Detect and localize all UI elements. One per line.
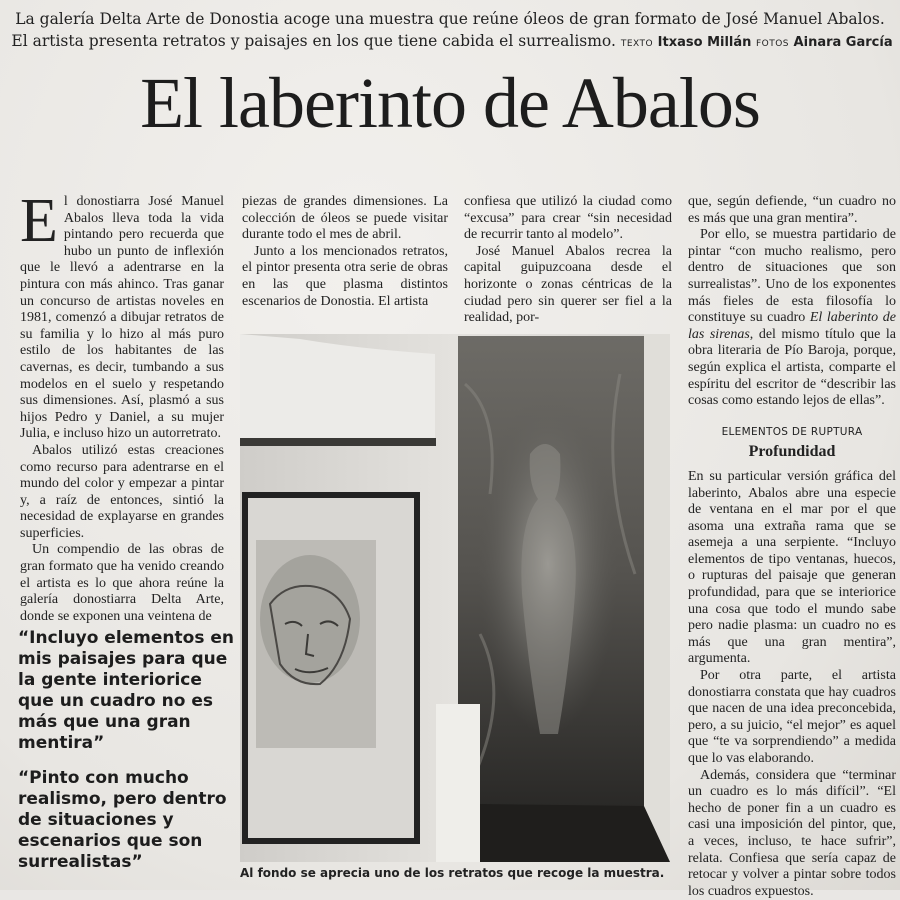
standfirst-line-2 [0, 30, 900, 55]
headline: El laberinto de Abalos [140, 63, 760, 143]
drop-cap: E [20, 187, 58, 255]
article-column-1 [20, 187, 224, 625]
paragraph-11: Por otra parte, el artista donostiarra constata que hay cuadros que nacen de una idea preconcebida, pero, a su juicio, “el mejor” es aquel que “te va sorprendiendo” a medida que lo vas elaborando. [688, 668, 896, 766]
paragraph-9-text-a: Por ello, se muestra partidario de pintar “con mucho realismo, pero dentro de situaciones que son surrealistas”. Uno de los exponentes más fieles de esta filosofía lo constituye su cuadro [688, 227, 896, 326]
fotos-label: FOTOS [755, 39, 790, 49]
texto-label: TEXTO [620, 39, 654, 49]
paragraph-6: confiesa que utilizó la ciudad como “excusa” para crear “sin necesidad de recurrir tanto al modelo”. [464, 194, 672, 243]
section-kicker: ELEMENTOS DE RUPTURA [721, 425, 863, 438]
paragraph-1-text: l donostiarra José Manuel Abalos lleva toda la vida pintando pero recuerda que hubo un punto de inflexión que le llevó a adentrarse en la pintura con más ahinco. Tras ganar un concurso de artistas noveles en 1981, comenzó a dibujar retratos de su familia y lo hizo al más puro estilo de los habitantes de las cavernas, es decir, tumbando a sus modelos en el suelo y respetando sus dimensiones. Así, plasmó a sus hijos Pedro y Daniel, a su mujer Julia, e incluso hizo un autorretrato. [20, 194, 224, 442]
byline [621, 35, 893, 50]
paragraph-9 [688, 227, 896, 410]
paragraph-7: José Manuel Abalos recrea la capital guipuzcoana desde el horizonte o zonas céntricas de la ciudad pero sin querer ser fiel a la realidad, por- [464, 243, 672, 326]
pull-quote-1: “Incluyo elementos en mis paisajes para que la gente interiorice que un cuadro no es más que una gran mentira” [18, 628, 234, 753]
standfirst [0, 8, 900, 55]
paragraph-4: piezas de grandes dimensiones. La colección de óleos se puede visitar durante todo el mes de abril. [242, 194, 448, 243]
section-subhead: Profundidad [748, 443, 836, 461]
gallery-photo-illustration [240, 334, 670, 862]
artwork-title: El laberinto de las sirenas [688, 310, 896, 342]
gallery-photo [240, 334, 670, 862]
pull-quote-2: “Pinto con mucho realismo, pero dentro de situaciones y escenarios que son surrealistas” [18, 768, 227, 872]
photographer-name: Ainara García [793, 35, 893, 50]
standfirst-line-1: La galería Delta Arte de Donostia acoge una muestra que reúne óleos de gran formato de José Manuel Abalos. [15, 10, 885, 28]
standfirst-text: El artista presenta retratos y paisajes en los que tiene cabida el surrealismo. [11, 32, 616, 50]
paragraph-2: Abalos utilizó estas creaciones como recurso para adentrarse en el mundo del color y empezar a pintar y, a raíz de entonces, sintió la necesidad de explayarse en grandes superficies. [20, 442, 224, 541]
paragraph-1 [20, 187, 224, 443]
paragraph-5: Junto a los mencionados retratos, el pintor presenta otra serie de obras en las que plasma distintos escenarios de Donostia. El artista [242, 243, 448, 309]
paragraph-8: que, según defiende, “un cuadro no es más que una gran mentira”. [688, 194, 896, 226]
paragraph-10: En su particular versión gráfica del laberinto, Abalos abre una especie de ventana en el mar por el que asoma una extraña rama que se asemeja a una serpiente. “Incluyo elementos de tipo ventanas, huecos, o rupturas del paisaje que generan profundidad, para que se interiorice una cosa que todo el mundo sabe pero nadie plasma: un cuadro no es más que una gran mentira”, argumenta. [688, 468, 896, 667]
paragraph-12: Además, considera que “terminar un cuadro es lo más difícil”. “El hecho de poner fin a un cuadro es casi una imposición del pintor, que, a veces, incluso, te hace sufrir”, relata. Confiesa que sería capaz de retocar y volver a pintar sobre todos los cuadros expuestos. [688, 767, 896, 899]
author-name: Itxaso Millán [657, 35, 752, 50]
paragraph-9-text-b: , del mismo título que la obra literaria de Pío Baroja, porque, según explica el artista, comparte el espíritu del escritor de “describir las cosas como estando lejos de ellas”. [688, 326, 896, 409]
article-column-4 [688, 194, 896, 900]
photo-caption: Al fondo se aprecia uno de los retratos que recoge la muestra. [240, 866, 665, 880]
article-column-2 [242, 194, 448, 310]
paragraph-3: Un compendio de las obras de gran formato que ha venido creando el artista es lo que ahora reúne la galería donostiarra Delta Arte, donde se exponen una veintena de [20, 542, 224, 624]
article-column-3 [464, 194, 672, 327]
